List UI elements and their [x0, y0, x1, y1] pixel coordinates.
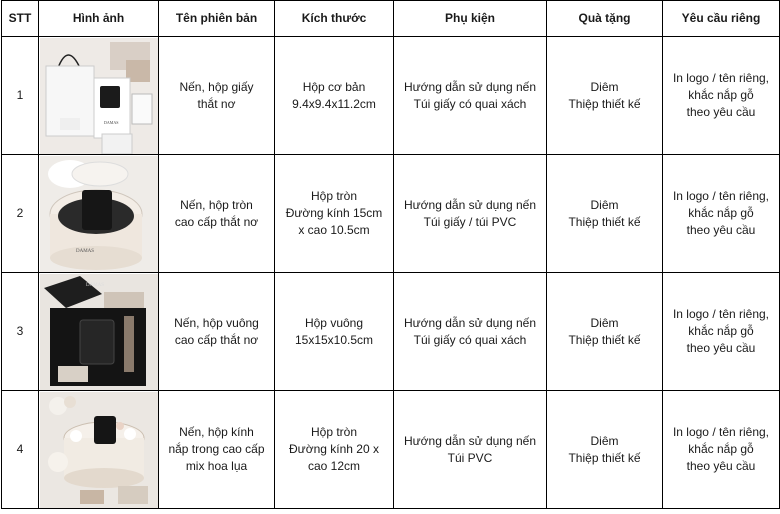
header-stt: STT [2, 1, 39, 37]
row-image [39, 37, 159, 155]
row-image [39, 273, 159, 391]
row-accessories: Hướng dẫn sử dụng nến Túi PVC [394, 391, 547, 509]
glass-lid-box-flowers-candle-photo [40, 392, 158, 508]
header-accessories: Phụ kiện [394, 1, 547, 37]
product-versions-table [1, 0, 780, 509]
header-image: Hình ảnh [39, 1, 159, 37]
row-stt: 2 [2, 155, 39, 273]
header-custom: Yêu cầu riêng [663, 1, 780, 37]
round-box-candle-photo [40, 156, 158, 272]
row-image [39, 391, 159, 509]
header-size: Kích thước [275, 1, 394, 37]
row-size: Hộp tròn Đường kính 15cm x cao 10.5cm [275, 155, 394, 273]
row-custom: In logo / tên riêng, khắc nắp gỗ theo yêu cầu [663, 273, 780, 391]
row-size: Hộp tròn Đường kính 20 x cao 12cm [275, 391, 394, 509]
row-custom: In logo / tên riêng, khắc nắp gỗ theo yêu cầu [663, 391, 780, 509]
svg-text:DAMAS: DAMAS [85, 282, 104, 288]
row-custom: In logo / tên riêng, khắc nắp gỗ theo yêu cầu [663, 155, 780, 273]
row-size: Hộp vuông 15x15x10.5cm [275, 273, 394, 391]
table-row [2, 273, 780, 391]
svg-text:DAMAS: DAMAS [103, 119, 118, 125]
row-accessories: Hướng dẫn sử dụng nến Túi giấy có quai xách [394, 37, 547, 155]
header-name: Tên phiên bản [159, 1, 275, 37]
row-accessories: Hướng dẫn sử dụng nến Túi giấy / túi PVC [394, 155, 547, 273]
row-name: Nến, hộp tròn cao cấp thắt nơ [159, 155, 275, 273]
header-row [2, 1, 780, 37]
row-size: Hộp cơ bản 9.4x9.4x11.2cm [275, 37, 394, 155]
svg-text:DAMAS: DAMAS [75, 248, 94, 254]
row-stt: 4 [2, 391, 39, 509]
row-accessories: Hướng dẫn sử dụng nến Túi giấy có quai xách [394, 273, 547, 391]
row-gifts: Diêm Thiệp thiết kế [547, 391, 663, 509]
row-gifts: Diêm Thiệp thiết kế [547, 155, 663, 273]
square-box-candle-photo [40, 274, 158, 390]
row-name: Nến, hộp giấy thắt nơ [159, 37, 275, 155]
table-row [2, 391, 780, 509]
row-stt: 1 [2, 37, 39, 155]
header-gifts: Quà tặng [547, 1, 663, 37]
row-stt: 3 [2, 273, 39, 391]
row-gifts: Diêm Thiệp thiết kế [547, 37, 663, 155]
row-gifts: Diêm Thiệp thiết kế [547, 273, 663, 391]
row-custom: In logo / tên riêng, khắc nắp gỗ theo yêu cầu [663, 37, 780, 155]
row-image [39, 155, 159, 273]
white-box-bag-candle-photo [40, 38, 158, 154]
table-row [2, 155, 780, 273]
row-name: Nến, hộp kính nắp trong cao cấp mix hoa lụa [159, 391, 275, 509]
table-row [2, 37, 780, 155]
row-name: Nến, hộp vuông cao cấp thắt nơ [159, 273, 275, 391]
